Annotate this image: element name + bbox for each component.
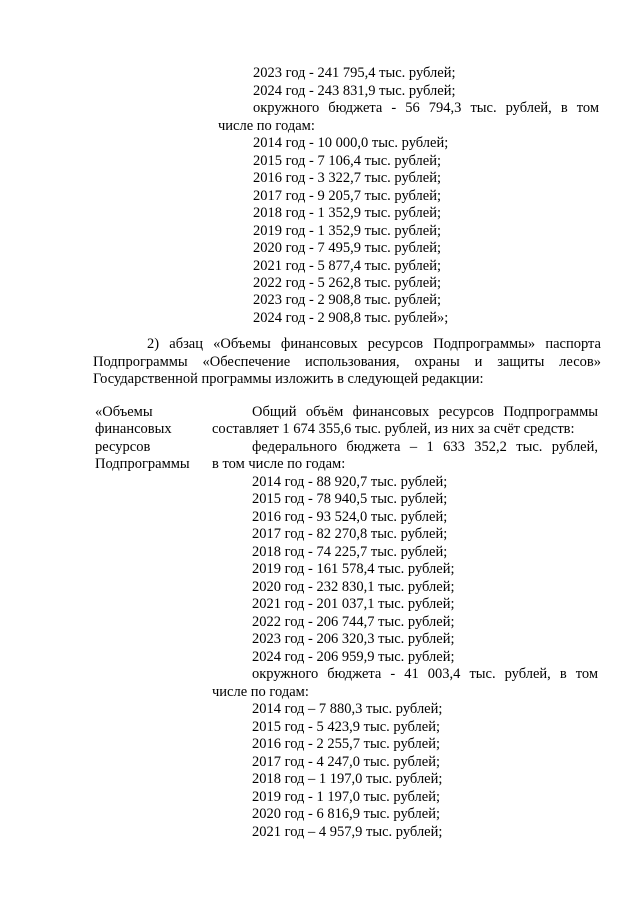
okrug-year-line: 2016 год - 2 255,7 тыс. рублей; (252, 736, 440, 752)
okrug-year-line: 2020 год - 7 495,9 тыс. рублей; (253, 240, 441, 256)
federal-year-line: 2024 год - 206 959,9 тыс. рублей; (252, 649, 455, 665)
okrug-year-line: 2019 год - 1 197,0 тыс. рублей; (252, 789, 440, 805)
okrug-budget-line: окружного бюджета - 41 003,4 тыс. рублей, в том (252, 666, 598, 682)
federal-year-line: 2018 год - 74 225,7 тыс. рублей; (252, 544, 448, 560)
okrug-year-line: 2023 год - 2 908,8 тыс. рублей; (253, 292, 441, 308)
federal-year-line: 2014 год - 88 920,7 тыс. рублей; (252, 474, 448, 490)
table-left-label: «Объемы (95, 404, 153, 420)
federal-year-line: 2015 год - 78 940,5 тыс. рублей; (252, 491, 448, 507)
okrug-year-line: 2020 год - 6 816,9 тыс. рублей; (252, 806, 440, 822)
okrug-year-line: 2018 год - 1 352,9 тыс. рублей; (253, 205, 441, 221)
okrug-year-line: 2016 год - 3 322,7 тыс. рублей; (253, 170, 441, 186)
federal-year-line: 2021 год - 201 037,1 тыс. рублей; (252, 596, 455, 612)
okrug-year-line: 2014 год – 7 880,3 тыс. рублей; (252, 701, 443, 717)
okrug-year-line: 2022 год - 5 262,8 тыс. рублей; (253, 275, 441, 291)
okrug-year-line: 2019 год - 1 352,9 тыс. рублей; (253, 223, 441, 239)
okrug-budget-line-cont: числе по годам: (212, 684, 309, 700)
funding-year-line: 2024 год - 243 831,9 тыс. рублей; (253, 83, 456, 99)
paragraph-line: 2) абзац «Объемы финансовых ресурсов Подпрограммы» паспорта (147, 336, 601, 352)
table-left-label: ресурсов (95, 439, 151, 455)
federal-year-line: 2022 год - 206 744,7 тыс. рублей; (252, 614, 455, 630)
federal-budget-line-cont: в том числе по годам: (212, 456, 346, 472)
okrug-year-line: 2018 год – 1 197,0 тыс. рублей; (252, 771, 443, 787)
funding-year-line: 2023 год - 241 795,4 тыс. рублей; (253, 65, 456, 81)
okrug-year-line: 2017 год - 9 205,7 тыс. рублей; (253, 188, 441, 204)
okrug-budget-line: окружного бюджета - 56 794,3 тыс. рублей, в том (253, 100, 599, 116)
okrug-year-line: 2014 год - 10 000,0 тыс. рублей; (253, 135, 449, 151)
okrug-year-line: 2015 год - 7 106,4 тыс. рублей; (253, 153, 441, 169)
okrug-year-line: 2024 год - 2 908,8 тыс. рублей»; (253, 310, 449, 326)
okrug-year-line: 2015 год - 5 423,9 тыс. рублей; (252, 719, 440, 735)
federal-year-line: 2017 год - 82 270,8 тыс. рублей; (252, 526, 448, 542)
table-left-label: Подпрограммы (95, 456, 190, 472)
okrug-year-line: 2021 год - 5 877,4 тыс. рублей; (253, 258, 441, 274)
total-funding-line-cont: составляет 1 674 355,6 тыс. рублей, из них за счёт средств: (212, 421, 575, 437)
okrug-budget-line-cont: числе по годам: (218, 118, 315, 134)
okrug-year-line: 2017 год - 4 247,0 тыс. рублей; (252, 754, 440, 770)
paragraph-line: Государственной программы изложить в следующей редакции: (93, 371, 484, 387)
total-funding-line: Общий объём финансовых ресурсов Подпрограммы (252, 404, 598, 420)
table-left-label: финансовых (95, 421, 172, 437)
federal-year-line: 2016 год - 93 524,0 тыс. рублей; (252, 509, 448, 525)
federal-year-line: 2020 год - 232 830,1 тыс. рублей; (252, 579, 455, 595)
federal-year-line: 2019 год - 161 578,4 тыс. рублей; (252, 561, 455, 577)
federal-year-line: 2023 год - 206 320,3 тыс. рублей; (252, 631, 455, 647)
paragraph-line: Подпрограммы «Обеспечение использования, охраны и защиты лесов» (93, 354, 601, 370)
federal-budget-line: федерального бюджета – 1 633 352,2 тыс. рублей, (252, 439, 598, 455)
okrug-year-line: 2021 год – 4 957,9 тыс. рублей; (252, 824, 443, 840)
